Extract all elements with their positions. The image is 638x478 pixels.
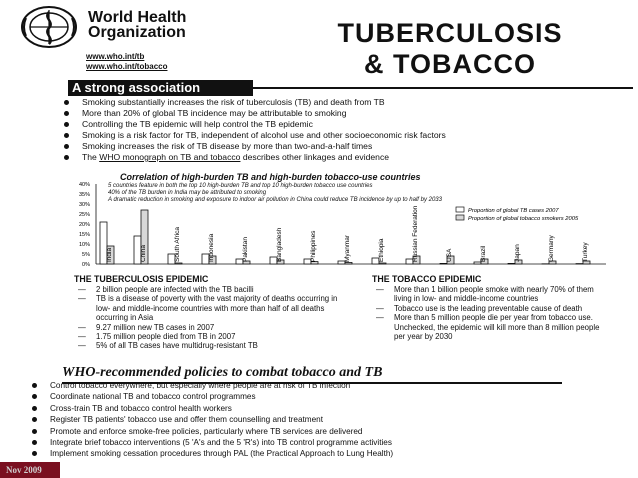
tb-epidemic-heading: THE TUBERCULOSIS EPIDEMIC [74,274,209,284]
list-item: — 9.27 million new TB cases in 2007 [74,323,346,332]
x-tick-label: Russian Federation [412,205,419,262]
list-item: — TB is a disease of poverty with the vast majority of deaths occurring in low- and middle-income countries with more than half of all deaths occurring in Asia [74,294,346,322]
y-tick-label: 10% [78,242,90,248]
tobacco-epidemic-heading: THE TOBACCO EPIDEMIC [372,274,482,284]
tb-tobacco-chart [60,180,620,272]
title-line-2: & TOBACCO [363,49,536,79]
chart-title: Correlation of high-burden TB and high-burden tobacco-use countries [120,172,421,182]
chart-note: 5 countries feature in both the top 10 high-burden TB and top 10 high-burden tobacco use countries [108,183,373,189]
list-item: — 2 billion people are infected with the TB bacilli [74,285,346,294]
page-title [300,18,600,80]
list-item: Control tobacco everywhere, but especially where people are at risk of TB infection [28,380,393,391]
tobacco-epidemic-section [372,274,612,341]
x-tick-label: Myanmar [344,234,351,262]
bar-tobacco [175,263,182,264]
y-tick-label: 25% [78,212,90,218]
link-tobacco[interactable]: www.who.int/tobacco [86,62,168,71]
bar-tb [508,263,515,264]
item-suffix: describes other linkages and evidence [242,152,390,162]
x-tick-label: Pakistan [242,237,249,262]
list-item: Controlling the TB epidemic will help control the TB epidemic [60,119,446,130]
x-tick-label: USA [446,248,453,262]
list-item: Smoking is a risk factor for TB, independent of alcohol use and other socioeconomic risk factors [60,130,446,141]
x-tick-label: Indonesia [208,233,215,262]
chart-note: 40% of the TB burden in India may be attributed to smoking [108,190,267,196]
list-item: More than 20% of global TB incidence may be attributable to smoking [60,108,446,119]
section-heading: A strong association [68,80,253,96]
org-line-2: Organization [88,24,186,41]
x-tick-label: Bangladesh [276,227,283,262]
bar-tb [440,263,447,264]
list-item: Coordinate national TB and tobacco control programmes [28,391,393,402]
list-item: Smoking substantially increases the risk of tuberculosis (TB) and death from TB [60,97,446,108]
tb-epidemic-section [74,274,364,351]
y-tick-label: 35% [78,192,90,198]
item-prefix: The [82,152,97,162]
policies-heading: WHO-recommended policies to combat tobacco and TB [62,365,383,380]
list-item: Smoking increases the risk of TB disease by more than two-and-a-half times [60,141,446,152]
x-tick-label: Turkey [582,242,589,262]
y-tick-label: 5% [82,252,90,258]
x-tick-label: Philippines [310,230,317,262]
list-item: — 1.75 million people died from TB in 2007 [74,332,346,341]
link-tb[interactable]: www.who.int/tb [86,52,145,61]
tobacco-epidemic-list [372,285,612,341]
org-line-1: World Health [88,9,187,26]
list-item: Integrate brief tobacco interventions (5 'A's and the 5 'R's) into TB control programme activities [28,437,393,448]
list-item: — 5% of all TB cases have multidrug-resistant TB [74,341,346,350]
association-list [60,97,446,163]
policies-list [28,380,393,460]
y-tick-label: 20% [78,222,90,228]
x-tick-label: South Africa [174,226,181,262]
x-tick-label: Japan [514,244,521,262]
list-item: Register TB patients' tobacco use and offer them counselling and treatment [28,414,393,425]
links [86,52,167,72]
x-tick-label: India [106,247,113,262]
monograph-link[interactable]: WHO monograph on TB and tobacco [99,152,241,162]
y-tick-label: 15% [78,232,90,238]
list-item: — Tobacco use is the leading preventable cause of death [372,304,612,313]
x-tick-label: China [140,245,147,262]
date-badge: Nov 2009 [0,462,60,478]
tb-epidemic-list [74,285,364,351]
y-tick-label: 40% [78,182,90,188]
bar-tobacco [379,263,386,264]
organization-name [88,10,228,40]
x-tick-label: Ethiopia [378,238,385,262]
list-item [60,152,446,163]
x-tick-label: Brazil [480,245,487,262]
list-item: Promote and enforce smoke-free policies, particularly where TB services are delivered [28,426,393,437]
list-item: — More than 1 billion people smoke with nearly 70% of them living in low- and middle-income countries [372,285,612,304]
list-item: Implement smoking cessation procedures through PAL (the Practical Approach to Lung Health) [28,448,393,459]
x-tick-label: Germany [548,235,555,262]
title-line-1: TUBERCULOSIS [337,18,563,48]
legend-label: Proportion of global tobacco smokers 2005 [468,216,579,222]
legend-label: Proportion of global TB cases 2007 [468,208,559,214]
legend-swatch [456,207,464,212]
list-item: Cross-train TB and tobacco control health workers [28,403,393,414]
legend-swatch [456,215,464,220]
who-logo-icon [18,4,80,50]
y-tick-label: 30% [78,202,90,208]
chart-note: A dramatic reduction in smoking and exposure to indoor air pollution in China could reduce TB incidence by up to half by 2033 [108,197,442,203]
y-tick-label: 0% [82,262,90,268]
list-item: — More than 5 million people die per year from tobacco use. Unchecked, the epidemic will kill more than 8 million people per year by 2030 [372,313,612,341]
